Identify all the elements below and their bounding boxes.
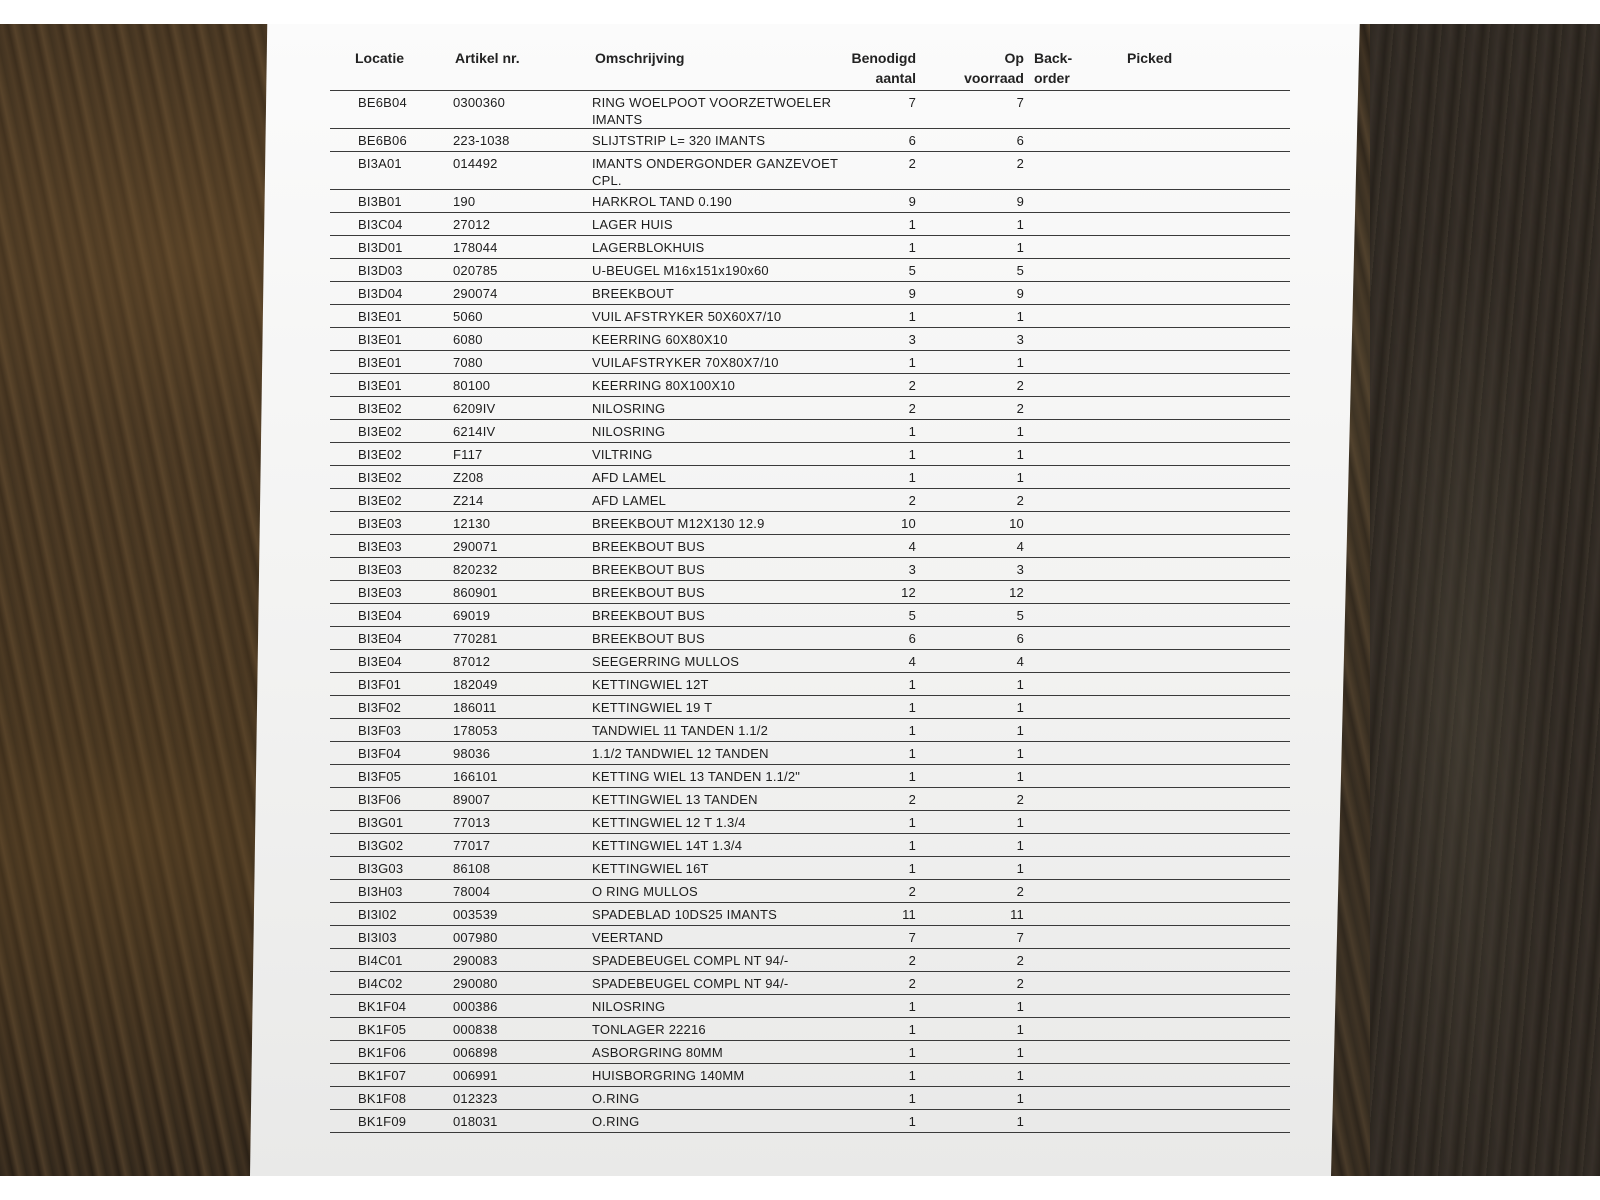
cell-benodigd: 1: [908, 217, 916, 232]
cell-artikel: 000386: [453, 999, 498, 1014]
cell-benodigd: 1: [908, 746, 916, 761]
cell-omschrijving: KETTINGWIEL 16T: [592, 861, 709, 876]
cell-op-voorraad: 6: [1016, 631, 1024, 646]
cell-omschrijving: RING WOELPOOT VOORZETWOELER IMANTS: [592, 95, 832, 127]
cell-benodigd: 6: [908, 631, 916, 646]
header-picked: Picked: [1127, 50, 1173, 66]
cell-artikel: 003539: [453, 907, 498, 922]
cell-locatie: BI3E02: [358, 470, 402, 485]
cell-omschrijving: VILTRING: [592, 447, 653, 462]
table-row: [330, 972, 1290, 995]
cell-locatie: BK1F08: [358, 1091, 407, 1106]
cell-locatie: BI3E01: [358, 355, 402, 370]
cell-artikel: 78004: [453, 884, 491, 899]
cell-omschrijving: BREEKBOUT BUS: [592, 562, 705, 577]
table-row: [330, 466, 1290, 489]
header-omschrijving: Omschrijving: [595, 50, 685, 66]
cell-locatie: BK1F07: [358, 1068, 407, 1083]
cell-op-voorraad: 1: [1016, 861, 1024, 876]
cell-op-voorraad: 2: [1016, 401, 1024, 416]
cell-op-voorraad: 1: [1016, 470, 1024, 485]
cell-op-voorraad: 3: [1016, 332, 1024, 347]
table-row: [330, 420, 1290, 443]
cell-op-voorraad: 5: [1016, 263, 1024, 278]
table-row: [330, 236, 1290, 259]
cell-op-voorraad: 3: [1016, 562, 1024, 577]
table-row: [330, 1064, 1290, 1087]
cell-omschrijving: KETTINGWIEL 14T 1.3/4: [592, 838, 743, 853]
cell-omschrijving: BREEKBOUT BUS: [592, 631, 705, 646]
header-op-line2: voorraad: [964, 70, 1024, 86]
cell-locatie: BE6B06: [358, 133, 407, 148]
cell-omschrijving: BREEKBOUT BUS: [592, 608, 705, 623]
table-row: [330, 213, 1290, 236]
cell-omschrijving: NILOSRING: [592, 401, 666, 416]
cell-artikel: 77017: [453, 838, 491, 853]
cell-omschrijving: O.RING: [592, 1091, 640, 1106]
cell-omschrijving: KETTINGWIEL 12 T 1.3/4: [592, 815, 746, 830]
cell-benodigd: 9: [908, 194, 916, 209]
table-row: [330, 857, 1290, 880]
cell-locatie: BI3F04: [358, 746, 402, 761]
cell-benodigd: 5: [908, 263, 916, 278]
cell-artikel: 77013: [453, 815, 491, 830]
header-benodigd-line2: aantal: [875, 70, 916, 86]
cell-artikel: 7080: [453, 355, 483, 370]
table-body: [330, 91, 1290, 1133]
cell-op-voorraad: 11: [1010, 907, 1024, 922]
cell-locatie: BI3F03: [358, 723, 402, 738]
cell-omschrijving: KETTINGWIEL 19 T: [592, 700, 713, 715]
header-benodigd-line1: Benodigd: [851, 50, 916, 66]
cell-op-voorraad: 1: [1016, 677, 1024, 692]
cell-locatie: BI3E01: [358, 309, 402, 324]
header-locatie: Locatie: [355, 50, 405, 66]
cell-artikel: 89007: [453, 792, 491, 807]
cell-locatie: BI3B01: [358, 194, 402, 209]
cell-artikel: 86108: [453, 861, 491, 876]
table-row: [330, 443, 1290, 466]
table-row: [330, 129, 1290, 152]
cell-omschrijving: NILOSRING: [592, 999, 666, 1014]
cell-artikel: 006991: [453, 1068, 498, 1083]
cell-benodigd: 1: [908, 1068, 916, 1083]
cell-benodigd: 1: [908, 355, 916, 370]
cell-artikel: 166101: [453, 769, 498, 784]
cell-op-voorraad: 1: [1016, 1114, 1024, 1129]
cell-artikel: 820232: [453, 562, 498, 577]
header-op-voorraad: [920, 46, 1030, 88]
cell-benodigd: 1: [908, 999, 916, 1014]
cell-artikel: 770281: [453, 631, 498, 646]
cell-op-voorraad: 4: [1016, 654, 1024, 669]
cell-artikel: 006898: [453, 1045, 498, 1060]
cell-locatie: BI3E04: [358, 631, 402, 646]
cell-benodigd: 3: [908, 562, 916, 577]
table-row: [330, 581, 1290, 604]
cell-op-voorraad: 1: [1016, 1068, 1024, 1083]
table-row: [330, 903, 1290, 926]
table-row: [330, 696, 1290, 719]
cell-artikel: 014492: [453, 156, 498, 171]
cell-benodigd: 2: [908, 976, 916, 991]
table-row: [330, 765, 1290, 788]
table-row: [330, 880, 1290, 903]
cell-locatie: BI4C01: [358, 953, 403, 968]
table-row: [330, 742, 1290, 765]
cell-artikel: 178044: [453, 240, 498, 255]
cell-locatie: BI3D03: [358, 263, 403, 278]
cell-op-voorraad: 1: [1016, 838, 1024, 853]
table-row: [330, 282, 1290, 305]
cell-artikel: 6214IV: [453, 424, 496, 439]
cell-locatie: BE6B04: [358, 95, 407, 110]
table-row: [330, 558, 1290, 581]
cell-artikel: 018031: [453, 1114, 498, 1129]
cell-op-voorraad: 6: [1016, 133, 1024, 148]
cell-op-voorraad: 1: [1016, 746, 1024, 761]
table-row: [330, 673, 1290, 696]
table-row: [330, 1087, 1290, 1110]
cell-artikel: 290083: [453, 953, 498, 968]
cell-benodigd: 4: [908, 539, 916, 554]
cell-omschrijving: HUISBORGRING 140MM: [592, 1068, 745, 1083]
cell-locatie: BI4C02: [358, 976, 403, 991]
cell-op-voorraad: 1: [1016, 447, 1024, 462]
cell-artikel: 178053: [453, 723, 498, 738]
cell-omschrijving: TONLAGER 22216: [592, 1022, 706, 1037]
table-row: [330, 190, 1290, 213]
cell-op-voorraad: 1: [1016, 424, 1024, 439]
cell-locatie: BI3F05: [358, 769, 402, 784]
cell-locatie: BI3E03: [358, 516, 402, 531]
cell-benodigd: 11: [902, 907, 916, 922]
cell-benodigd: 2: [908, 156, 916, 171]
cell-benodigd: 1: [908, 1045, 916, 1060]
cell-op-voorraad: 1: [1016, 815, 1024, 830]
cell-omschrijving: SPADEBLAD 10DS25 IMANTS: [592, 907, 777, 922]
cell-benodigd: 1: [908, 861, 916, 876]
cell-benodigd: 1: [908, 1091, 916, 1106]
table-row: [330, 91, 1290, 129]
cell-op-voorraad: 1: [1016, 1091, 1024, 1106]
cell-omschrijving: ASBORGRING 80MM: [592, 1045, 723, 1060]
cell-locatie: BI3G01: [358, 815, 404, 830]
cell-locatie: BI3I02: [358, 907, 397, 922]
cell-artikel: 98036: [453, 746, 491, 761]
table-row: [330, 305, 1290, 328]
cell-locatie: BI3E02: [358, 447, 402, 462]
cell-locatie: BI3I03: [358, 930, 397, 945]
cell-artikel: 190: [453, 194, 476, 209]
cell-benodigd: 6: [908, 133, 916, 148]
table-header: [330, 46, 1290, 91]
cell-artikel: 6209IV: [453, 401, 496, 416]
desk-surface: [1370, 24, 1600, 1176]
cell-benodigd: 1: [908, 424, 916, 439]
cell-omschrijving: VUILAFSTRYKER 70X80X7/10: [592, 355, 779, 370]
table-row: [330, 397, 1290, 420]
table-row: [330, 489, 1290, 512]
cell-omschrijving: BREEKBOUT M12X130 12.9: [592, 516, 765, 531]
table-row: [330, 834, 1290, 857]
cell-omschrijving: SPADEBEUGEL COMPL NT 94/-: [592, 976, 789, 991]
table-row: [330, 926, 1290, 949]
cell-benodigd: 2: [908, 378, 916, 393]
header-benodigd: [845, 46, 920, 88]
cell-locatie: BI3G03: [358, 861, 404, 876]
cell-benodigd: 5: [908, 608, 916, 623]
cell-artikel: 000838: [453, 1022, 498, 1037]
cell-locatie: BI3E04: [358, 654, 402, 669]
cell-locatie: BI3G02: [358, 838, 404, 853]
cell-locatie: BI3F02: [358, 700, 402, 715]
cell-omschrijving: O RING MULLOS: [592, 884, 698, 899]
table-row: [330, 949, 1290, 972]
table-row: [330, 535, 1290, 558]
cell-op-voorraad: 2: [1016, 976, 1024, 991]
cell-artikel: 186011: [453, 700, 497, 715]
cell-op-voorraad: 2: [1016, 156, 1024, 171]
cell-op-voorraad: 2: [1016, 493, 1024, 508]
cell-benodigd: 1: [908, 1114, 916, 1129]
cell-op-voorraad: 1: [1016, 1045, 1024, 1060]
cell-artikel: 290071: [453, 539, 498, 554]
header-artikel: Artikel nr.: [455, 50, 520, 66]
cell-artikel: 12130: [453, 516, 491, 531]
cell-benodigd: 9: [908, 286, 916, 301]
cell-artikel: 80100: [453, 378, 491, 393]
cell-omschrijving: U-BEUGEL M16x151x190x60: [592, 263, 769, 278]
table-row: [330, 1041, 1290, 1064]
cell-locatie: BK1F05: [358, 1022, 407, 1037]
cell-locatie: BK1F06: [358, 1045, 407, 1060]
cell-benodigd: 1: [908, 309, 916, 324]
cell-op-voorraad: 1: [1016, 240, 1024, 255]
cell-op-voorraad: 1: [1016, 999, 1024, 1014]
pick-list: [330, 46, 1290, 1133]
table-row: [330, 152, 1290, 190]
cell-benodigd: 1: [908, 677, 916, 692]
cell-op-voorraad: 9: [1016, 286, 1024, 301]
cell-benodigd: 2: [908, 792, 916, 807]
header-op-line1: Op: [1004, 50, 1024, 66]
cell-locatie: BK1F04: [358, 999, 407, 1014]
table-row: [330, 995, 1290, 1018]
cell-benodigd: 3: [908, 332, 916, 347]
cell-omschrijving: O.RING: [592, 1114, 640, 1129]
table-row: [330, 1110, 1290, 1133]
cell-op-voorraad: 2: [1016, 792, 1024, 807]
table-row: [330, 650, 1290, 673]
cell-benodigd: 1: [908, 240, 916, 255]
cell-benodigd: 1: [908, 700, 916, 715]
cell-op-voorraad: 1: [1016, 700, 1024, 715]
cell-benodigd: 1: [908, 1022, 916, 1037]
table-row: [330, 719, 1290, 742]
cell-benodigd: 1: [908, 447, 916, 462]
cell-op-voorraad: 4: [1016, 539, 1024, 554]
table-row: [330, 627, 1290, 650]
cell-benodigd: 1: [908, 769, 916, 784]
cell-locatie: BI3C04: [358, 217, 403, 232]
cell-omschrijving: SPADEBEUGEL COMPL NT 94/-: [592, 953, 789, 968]
cell-omschrijving: TANDWIEL 11 TANDEN 1.1/2: [592, 723, 769, 738]
cell-omschrijving: VUIL AFSTRYKER 50X60X7/10: [592, 309, 782, 324]
cell-omschrijving: VEERTAND: [592, 930, 664, 945]
cell-artikel: Z208: [453, 470, 484, 485]
cell-benodigd: 7: [908, 95, 916, 110]
cell-op-voorraad: 7: [1016, 930, 1024, 945]
cell-artikel: 007980: [453, 930, 498, 945]
cell-omschrijving: KEERRING 80X100X10: [592, 378, 736, 393]
cell-omschrijving: KEERRING 60X80X10: [592, 332, 728, 347]
cell-benodigd: 2: [908, 884, 916, 899]
cell-omschrijving: SEEGERRING MULLOS: [592, 654, 740, 669]
cell-locatie: BI3E03: [358, 562, 402, 577]
cell-omschrijving: KETTINGWIEL 12T: [592, 677, 709, 692]
cell-artikel: 6080: [453, 332, 483, 347]
cell-locatie: BI3E03: [358, 585, 402, 600]
cell-locatie: BI3D04: [358, 286, 403, 301]
cell-locatie: BI3E04: [358, 608, 402, 623]
header-back-line1: Back-: [1034, 50, 1073, 66]
cell-omschrijving: KETTING WIEL 13 TANDEN 1.1/2": [592, 769, 801, 784]
cell-op-voorraad: 1: [1016, 309, 1024, 324]
cell-artikel: 182049: [453, 677, 498, 692]
cell-omschrijving: LAGER HUIS: [592, 217, 673, 232]
table-row: [330, 604, 1290, 627]
cell-omschrijving: NILOSRING: [592, 424, 666, 439]
cell-artikel: Z214: [453, 493, 484, 508]
cell-op-voorraad: 1: [1016, 769, 1024, 784]
cell-op-voorraad: 5: [1016, 608, 1024, 623]
cell-omschrijving: AFD LAMEL: [592, 470, 667, 485]
cell-omschrijving: IMANTS ONDERGONDER GANZEVOET CPL.: [592, 156, 838, 188]
cell-omschrijving: BREEKBOUT BUS: [592, 539, 705, 554]
cell-locatie: BI3D01: [358, 240, 403, 255]
cell-artikel: 0300360: [453, 95, 506, 110]
cell-artikel: 27012: [453, 217, 491, 232]
cell-artikel: 290074: [453, 286, 498, 301]
cell-omschrijving: BREEKBOUT BUS: [592, 585, 705, 600]
cell-locatie: BI3E03: [358, 539, 402, 554]
cell-omschrijving: LAGERBLOKHUIS: [592, 240, 705, 255]
cell-benodigd: 12: [901, 585, 916, 600]
cell-benodigd: 1: [908, 815, 916, 830]
cell-op-voorraad: 9: [1016, 194, 1024, 209]
cell-op-voorraad: 10: [1009, 516, 1024, 531]
cell-op-voorraad: 12: [1009, 585, 1024, 600]
cell-artikel: 020785: [453, 263, 498, 278]
cell-omschrijving: KETTINGWIEL 13 TANDEN: [592, 792, 758, 807]
table-row: [330, 259, 1290, 282]
table-row: [330, 374, 1290, 397]
table-row: [330, 328, 1290, 351]
cell-benodigd: 2: [908, 401, 916, 416]
cell-omschrijving: 1.1/2 TANDWIEL 12 TANDEN: [592, 746, 769, 761]
cell-omschrijving: HARKROL TAND 0.190: [592, 194, 732, 209]
cell-locatie: BI3A01: [358, 156, 402, 171]
cell-locatie: BI3E02: [358, 493, 402, 508]
cell-benodigd: 1: [908, 470, 916, 485]
cell-locatie: BI3E01: [358, 332, 402, 347]
cell-op-voorraad: 7: [1016, 95, 1024, 110]
cell-op-voorraad: 2: [1016, 953, 1024, 968]
table-row: [330, 351, 1290, 374]
table-row: [330, 788, 1290, 811]
cell-benodigd: 1: [908, 723, 916, 738]
cell-op-voorraad: 1: [1016, 217, 1024, 232]
cell-artikel: 69019: [453, 608, 491, 623]
cell-omschrijving: SLIJTSTRIP L= 320 IMANTS: [592, 133, 766, 148]
table-row: [330, 811, 1290, 834]
cell-locatie: BI3E02: [358, 424, 402, 439]
cell-locatie: BI3H03: [358, 884, 403, 899]
cell-benodigd: 1: [908, 838, 916, 853]
cell-artikel: 012323: [453, 1091, 498, 1106]
cell-benodigd: 10: [901, 516, 916, 531]
cell-op-voorraad: 1: [1016, 355, 1024, 370]
cell-locatie: BI3F06: [358, 792, 402, 807]
cell-op-voorraad: 1: [1016, 1022, 1024, 1037]
cell-locatie: BI3F01: [358, 677, 402, 692]
cell-benodigd: 7: [908, 930, 916, 945]
cell-artikel: 223-1038: [453, 133, 510, 148]
cell-benodigd: 2: [908, 953, 916, 968]
cell-benodigd: 2: [908, 493, 916, 508]
cell-artikel: 290080: [453, 976, 498, 991]
cell-locatie: BI3E01: [358, 378, 402, 393]
table-row: [330, 512, 1290, 535]
cell-omschrijving: AFD LAMEL: [592, 493, 667, 508]
cell-artikel: 5060: [453, 309, 483, 324]
cell-op-voorraad: 2: [1016, 884, 1024, 899]
cell-artikel: F117: [453, 447, 483, 462]
cell-op-voorraad: 2: [1016, 378, 1024, 393]
cell-locatie: BK1F09: [358, 1114, 407, 1129]
header-backorder: [1030, 46, 1115, 88]
table-row: [330, 1018, 1290, 1041]
header-back-line2: order: [1034, 70, 1070, 86]
cell-artikel: 87012: [453, 654, 491, 669]
cell-op-voorraad: 1: [1016, 723, 1024, 738]
cell-artikel: 860901: [453, 585, 498, 600]
cell-benodigd: 4: [908, 654, 916, 669]
cell-omschrijving: BREEKBOUT: [592, 286, 674, 301]
cell-locatie: BI3E02: [358, 401, 402, 416]
